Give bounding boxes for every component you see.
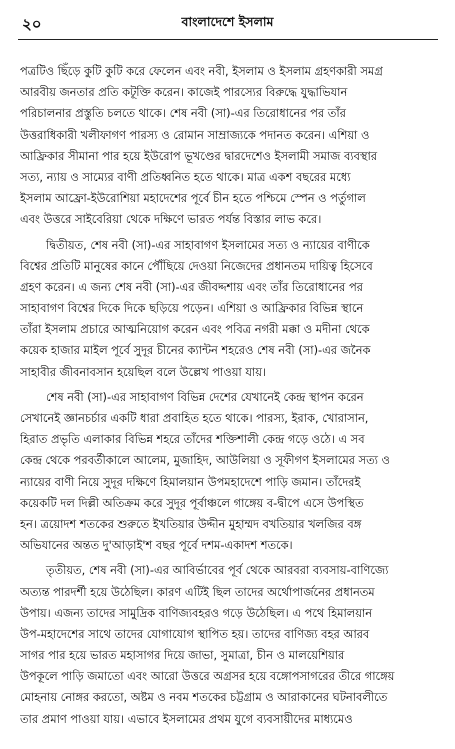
text-line: অত্যন্ত পারদর্শী হয়ে উঠেছিল। কারণ এটিই ছিল তাদের অর্থোপার্জনের প্রধানতম bbox=[20, 584, 375, 599]
text-line: সাহাবীর জীবনাবসান হয়েছিল বলে উল্লেখ পাওয়া যায়। bbox=[20, 364, 266, 379]
text-line: কয়েক হাজার মাইল পূর্বে সুদূর চীনের ক্যান্টন শহরেও শেষ নবী (সা)-এর জনৈক bbox=[20, 343, 371, 358]
text-line: গ্রহণ করেন। এ জন্য শেষ নবী (সা)-এর জীবদ্দশায় এবং তাঁর তিরোধানের পর bbox=[20, 279, 363, 294]
text-line: পরিচালনার প্রস্তুতি চলতে থাকে। শেষ নবী (সা)-এর তিরোধানের পর তাঁর bbox=[20, 106, 346, 121]
text-line: উপকূলে পাড়ি জমাতো এবং আরো উত্তরে অগ্রসর হয়ে বঙ্গোপসাগরের তীরে গাঙ্গেয় bbox=[20, 669, 395, 684]
text-line: সত্য, ন্যায় ও সাম্যের বাণী প্রতিধ্বনিত হতে থাকে। মাত্র একশ বছরের মধ্যে bbox=[20, 169, 351, 184]
text-line: কেন্দ্র থেকে পরবর্তীকালে আলেম, মুজাহিদ, আউলিয়া ও সূফীগণ ইসলামের সত্য ও bbox=[20, 453, 390, 468]
body-text bbox=[20, 61, 432, 730]
text-line: দ্বিতীয়ত, শেষ নবী (সা)-এর সাহাবাগণ ইসলামের সত্য ও ন্যায়ের বাণীকে bbox=[46, 237, 370, 252]
text-line: হন। ত্রয়োদশ শতকের শুরুতে ইখতিয়ার উদ্দীন মুহাম্মদ বখতিয়ার খলজির বঙ্গ bbox=[20, 516, 362, 531]
text-line: অভিযানের অন্তত দু'আড়াই'শ বছর পূর্বে দশম-একাদশ শতকে। bbox=[20, 538, 293, 553]
text-line: আফ্রিকার সীমানা পার হয়ে ইউরোপ ভূখণ্ডের দ্বারদেশেও ইসলামী সমাজ ব্যবস্থার bbox=[20, 148, 378, 163]
text-line: তাঁরা ইসলাম প্রচারে আত্মনিয়োগ করেন এবং পবিত্র নগরী মক্কা ও মদীনা থেকে bbox=[20, 322, 370, 337]
text-line: উপায়। এজন্য তাদের সামুদ্রিক বাণিজ্যবহরও গড়ে উঠেছিল। এ পথে হিমালয়ান bbox=[20, 605, 373, 620]
text-line: সাহাবাগণ বিশ্বের দিকে দিকে ছড়িয়ে পড়েন। এশিয়া ও আফ্রিকার বিভিন্ন স্থানে bbox=[20, 301, 364, 316]
header-rule bbox=[18, 39, 438, 40]
text-line: ন্যায়ের বাণী নিয়ে সুদূর দক্ষিণে হিমালয়ান উপমহাদেশে পাড়ি জমান। তাঁদেরই bbox=[20, 474, 361, 489]
text-line: সাগর পার হয়ে ভারত মহাসাগর দিয়ে জাভা, সুমাত্রা, চীন ও মালয়েশিয়ার bbox=[20, 648, 345, 663]
paragraph bbox=[20, 61, 432, 231]
text-line: উত্তরাধিকারী খলীফাগণ পারস্য ও রোমান সাম্রাজ্যকে পদানত করেন। এশিয়া ও bbox=[20, 127, 370, 142]
text-line: সেখানেই জ্ঞানচর্চার একটি ধারা প্রবাহিত হতে থাকে। পারস্য, ইরাক, খোরাসান, bbox=[20, 411, 369, 425]
paragraph bbox=[20, 560, 432, 730]
text-line: তার প্রমাণ পাওয়া যায়। এভাবে ইসলামের প্রথম যুগে ব্যবসায়ীদের মাধ্যমেও bbox=[20, 711, 353, 726]
text-line: ইসলাম আফ্রো-ইউরোশিয়া মহাদেশের পূর্বে চীন হতে পশ্চিমে স্পেন ও পর্তুগাল bbox=[20, 191, 366, 206]
text-line: উপ-মহাদেশের সাথে তাদের যোগাযোগ স্থাপিত হয়। তাদের বাণিজ্য বহর আরব bbox=[20, 626, 370, 641]
text-line: আরবীয় জনতার প্রতি কটূক্তি করেন। কাজেই পারস্যের বিরুদ্ধে যুদ্ধাভিযান bbox=[20, 85, 348, 100]
text-line: শেষ নবী (সা)-এর সাহাবাগণ বিভিন্ন দেশের যেখানেই কেন্দ্র স্থাপন করেন bbox=[46, 389, 364, 404]
paragraph bbox=[20, 387, 432, 557]
text-line: কয়েকটি দল দিল্লী অতিক্রম করে সুদূর পূর্বাঞ্চলে গাঙ্গেয় ব-দ্বীপে এসে উপস্থিত bbox=[20, 495, 364, 510]
text-line: এবং উত্তরে সাইবেরিয়া থেকে দক্ষিণে ভারত পর্যন্ত বিস্তার লাভ করে। bbox=[20, 212, 322, 227]
text-line: হিরাত প্রভৃতি এলাকার বিভিন্ন শহরে তাঁদের শক্তিশালী কেন্দ্র গড়ে ওঠে। এ সব bbox=[20, 432, 365, 447]
page-number: ২০ bbox=[22, 15, 42, 33]
text-line: মোহনায় নোঙ্গর করতো, অষ্টম ও নবম শতকের চট্টগ্রাম ও আরাকানের ঘটনাবলীতে bbox=[20, 690, 388, 705]
text-line: পত্রটিও ছিঁড়ে কুটি কুটি করে ফেলেন এবং নবী, ইসলাম ও ইসলাম গ্রহণকারী সমগ্র bbox=[20, 64, 383, 78]
page-header bbox=[0, 0, 455, 40]
running-title: বাংলাদেশে ইসলাম bbox=[181, 14, 274, 29]
text-line: তৃতীয়ত, শেষ নবী (সা)-এর আবির্ভাবের পূর্ব থেকে আরবরা ব্যবসায়-বাণিজ্যে bbox=[46, 563, 389, 578]
text-line: বিশ্বের প্রতিটি মানুষের কানে পৌঁছিয়ে দেওয়া নিজেদের প্রধানতম দায়িত্ব হিসেবে bbox=[20, 258, 373, 273]
paragraph bbox=[20, 235, 432, 383]
